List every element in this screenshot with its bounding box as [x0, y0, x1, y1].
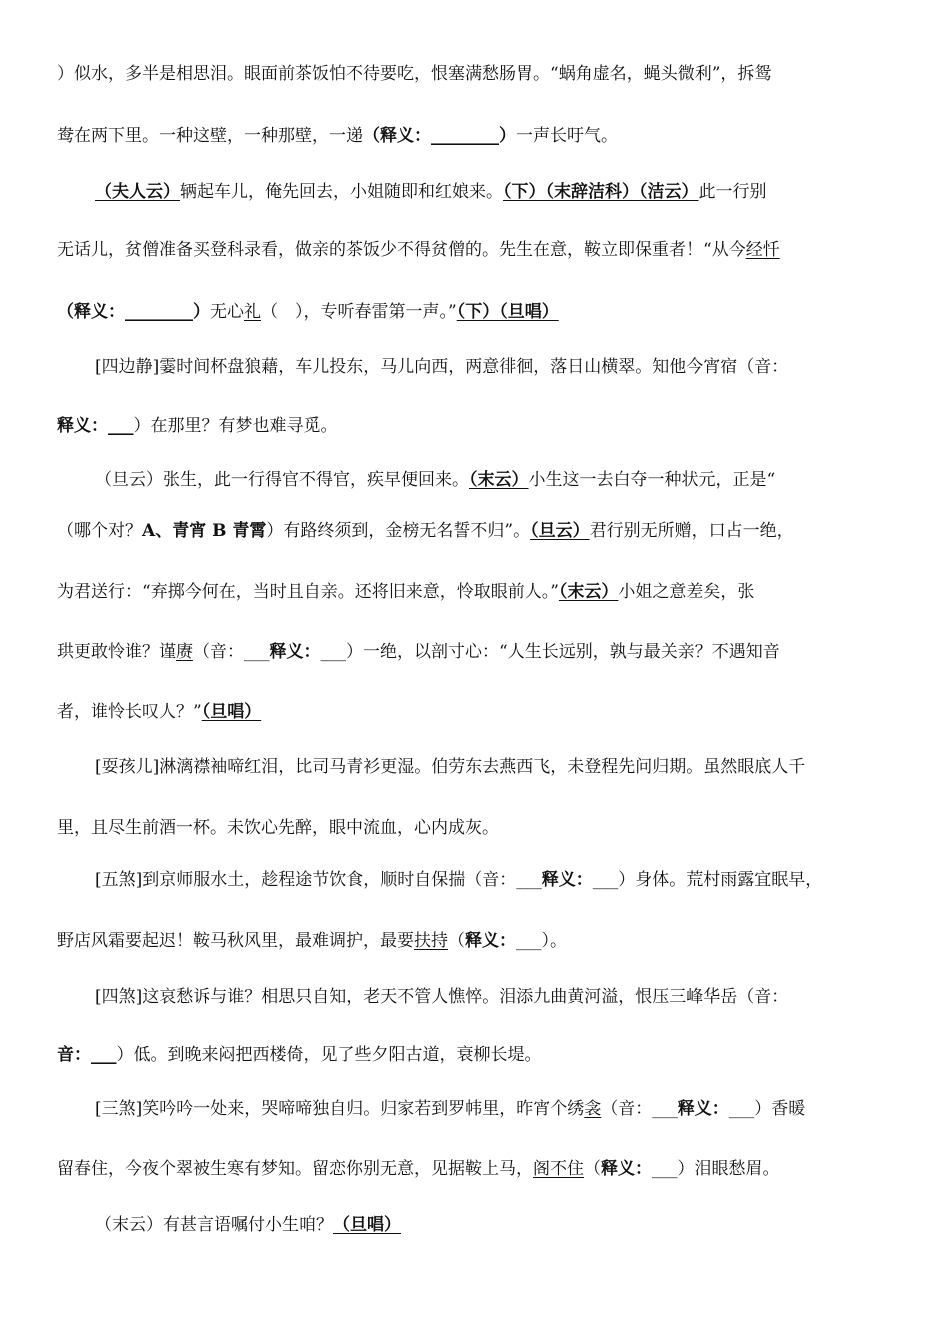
text-segment: （音：___: [193, 642, 270, 662]
text-line: [57, 640, 897, 664]
text-segment: 小生这一去白夺一种状元，正是“: [528, 470, 776, 490]
text-segment: 珙更敢怜谁？谨: [57, 642, 176, 662]
text-line: [95, 985, 897, 1009]
text-line: [57, 124, 897, 148]
text-segment: ___）泪眼愁眉。: [652, 1159, 780, 1179]
text-line: [95, 468, 897, 492]
text-segment: A、青宵 B 青霄: [142, 521, 267, 541]
text-line: [57, 238, 897, 262]
text-line: [57, 300, 897, 324]
text-segment: [五煞]到京师服水土，趁程途节饮食，顺时自保揣（音：___: [95, 870, 542, 890]
text-segment: 音：___: [57, 1045, 117, 1065]
text-segment: 留春住，今夜个翠被生寒有梦知。留恋你别无意，见据鞍上马，: [57, 1159, 533, 1179]
text-segment: 释义：: [677, 1099, 729, 1119]
text-segment: 野店风霜要起迟！鞍马秋风里，最难调护，最要: [57, 931, 414, 951]
text-segment: [三煞]笑吟吟一处来，哭啼啼独自归。归家若到罗帏里，昨宵个绣: [95, 1099, 585, 1119]
text-segment: 辆起车儿，俺先回去，小姐随即和红娘来。: [180, 182, 503, 202]
text-segment: （: [448, 931, 465, 951]
text-segment: （旦唱）: [333, 1215, 401, 1235]
text-segment: 赓: [176, 642, 193, 662]
text-segment: ）低。到晚来闷把西楼倚，见了些夕阳古道，衰柳长堤。: [116, 1045, 542, 1065]
text-segment: 释义：: [541, 870, 593, 890]
text-segment: （音：___: [601, 1099, 678, 1119]
text-segment: ___）香暖: [728, 1099, 806, 1119]
text-segment: （末云）: [558, 582, 619, 602]
text-segment: ___）身体。荒村雨露宜眠早，: [592, 870, 823, 890]
text-segment: （释义：________）: [363, 126, 516, 146]
text-segment: 释义：___: [57, 416, 134, 436]
text-segment: 一声长吁气。: [516, 126, 618, 146]
text-line: [57, 1043, 897, 1067]
text-segment: 释义：: [601, 1159, 652, 1179]
text-segment: 释义：: [465, 931, 516, 951]
text-line: [57, 580, 897, 604]
text-segment: ）有路终须到，金榜无名誓不归”。: [266, 521, 531, 541]
text-segment: 无心: [210, 302, 244, 322]
text-segment: 扶持: [414, 931, 448, 951]
text-segment: （旦唱）: [201, 702, 262, 722]
text-segment: ）在那里？有梦也难寻觅。: [133, 416, 338, 436]
text-line: [57, 414, 897, 438]
text-segment: （ ），专听春雷第一声。”: [261, 302, 457, 322]
text-segment: 释义：: [269, 642, 321, 662]
text-segment: 君行别无所赠，口占一绝，: [589, 521, 794, 541]
text-line: [95, 1213, 897, 1237]
text-segment: （下）（旦唱）: [456, 302, 559, 322]
text-segment: （哪个对？: [57, 521, 142, 541]
text-line: [95, 180, 897, 204]
text-line: [95, 755, 897, 779]
text-segment: （下）（末辞洁科）（洁云）: [503, 182, 699, 202]
text-segment: 小姐之意差矣，张: [618, 582, 755, 602]
text-segment: 者，谁怜长叹人？”: [57, 702, 202, 722]
text-line: [57, 700, 897, 724]
text-segment: （: [584, 1159, 601, 1179]
text-segment: 此一行别: [698, 182, 767, 202]
text-segment: （夫人云）: [95, 182, 180, 202]
text-segment: [耍孩儿]淋漓襟袖啼红泪，比司马青衫更湿。伯劳东去燕西飞，未登程先问归期。虽然眼底人千: [95, 757, 806, 777]
text-line: [95, 868, 897, 892]
text-segment: ___）。: [516, 931, 567, 951]
text-segment: ___）一绝，以剖寸心：“人生长远别，孰与最关亲？不遇知音: [320, 642, 780, 662]
text-segment: 无话儿，贫僧准备买登科录看，做亲的茶饭少不得贫僧的。先生在意，鞍立即保重者！“从今: [57, 240, 746, 260]
text-segment: （旦云）张生，此一行得官不得官，疾早便回来。: [95, 470, 469, 490]
text-line: [95, 1097, 897, 1121]
text-segment: 鸯在两下里。一种这壁，一种那壁，一递: [57, 126, 363, 146]
text-line: [95, 355, 897, 379]
text-segment: （释义：________）: [57, 302, 210, 322]
text-line: [57, 1157, 897, 1181]
text-segment: （末云）有甚言语嘱付小生咱？: [95, 1215, 333, 1235]
text-line: [57, 62, 897, 86]
text-line: [57, 519, 897, 543]
text-line: [57, 929, 897, 953]
text-segment: 阁不住: [533, 1159, 584, 1179]
text-segment: ）似水，多半是相思泪。眼面前茶饭怕不待要吃，恨塞满愁肠胃。“蜗角虚名，蝇头微利”，拆鸳: [57, 64, 772, 84]
text-line: [57, 816, 897, 840]
text-segment: 经忏: [745, 240, 780, 260]
text-segment: 礼: [244, 302, 261, 322]
text-segment: （旦云）: [530, 521, 590, 541]
text-segment: 为君送行：“弃掷今何在，当时且自亲。还将旧来意，怜取眼前人。”: [57, 582, 559, 602]
text-segment: 衾: [584, 1099, 602, 1119]
text-segment: 里，且尽生前酒一杯。未饮心先醉，眼中流血，心内成灰。: [57, 818, 499, 838]
text-segment: [四煞]这哀愁诉与谁？相思只自知，老天不管人憔悴。泪添九曲黄河溢，恨压三峰华岳（音：: [95, 987, 789, 1007]
text-segment: （末云）: [469, 470, 529, 490]
text-segment: [四边静]霎时间杯盘狼藉，车儿投东，马儿向西，两意徘徊，落日山横翠。知他今宵宿（音：: [95, 357, 789, 377]
